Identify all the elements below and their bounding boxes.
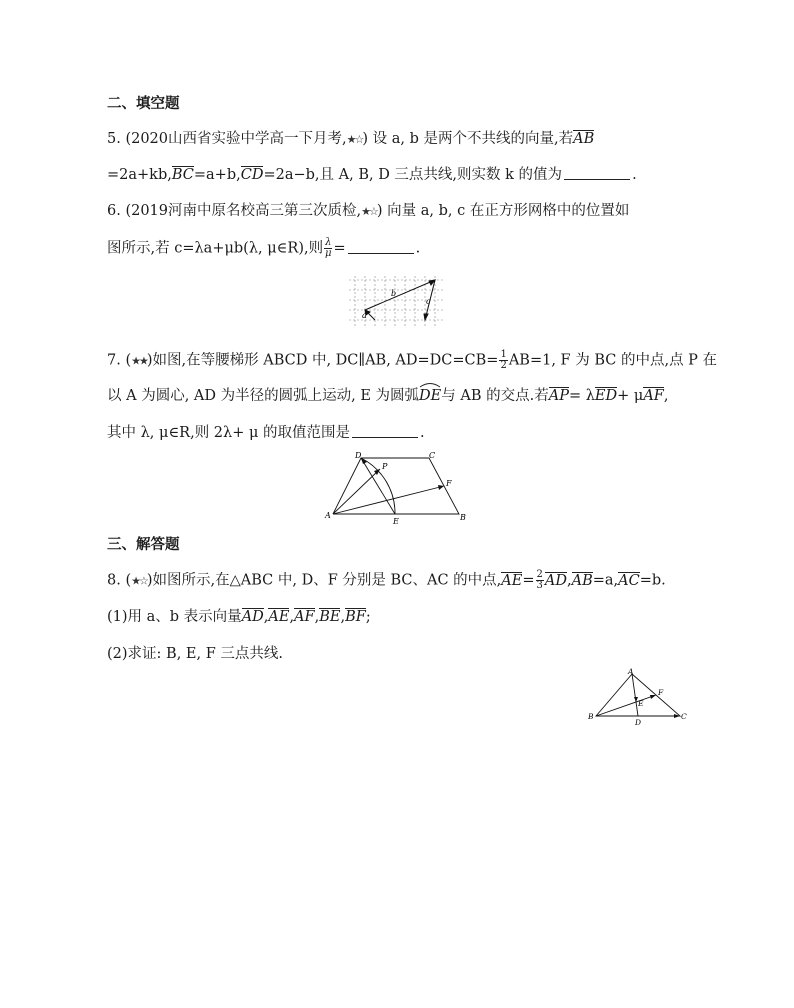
- q7-text-5: = λ: [568, 388, 595, 404]
- arc-DE: DE: [419, 386, 441, 406]
- q8-part-1: (1)用 a、b 表示向量AD,AE,AF,BE,BF;: [107, 609, 371, 625]
- q7-end: .: [420, 425, 425, 441]
- triangle-outline: [596, 674, 680, 716]
- q8-part-2: (2)求证: B, E, F 三点共线.: [107, 646, 283, 662]
- label-E: E: [638, 699, 644, 708]
- label-A: A: [628, 667, 634, 676]
- section-heading-solve: 三、解答题: [107, 537, 180, 553]
- q7-text-1: )如图,在等腰梯形 ABCD 中, DC∥AB, AD=DC=CB=: [146, 352, 499, 369]
- q6-line-2: [107, 238, 420, 259]
- q7-text-8: 其中 λ, μ∈R,则 2λ+ μ 的取值范围是: [107, 425, 351, 441]
- q8-text-3: ,: [567, 572, 572, 589]
- q5-text-4: =2a−b,且 A, B, D 三点共线,则实数 k 的值为: [263, 167, 563, 183]
- fraction-one-half: $\frac{1}{2}$: [500, 349, 507, 371]
- vector-b-arrow: [365, 280, 435, 310]
- q6-line-1: [107, 201, 629, 222]
- vector-CD: CD: [240, 167, 264, 183]
- label-B: B: [588, 712, 594, 721]
- vector-AE: AE: [501, 572, 523, 589]
- q5-end: .: [632, 167, 637, 183]
- q5-text-2: =2a+kb,: [107, 167, 172, 183]
- q8-line-1: [107, 570, 666, 592]
- label-C: C: [429, 451, 436, 460]
- q7-text-2: AB=1, F 为 BC 的中点,点 P 在: [508, 352, 718, 369]
- q8-triangle-figure: [588, 668, 692, 728]
- q7-trapezoid-figure: [325, 450, 475, 525]
- q8-text-2: =: [522, 572, 535, 589]
- label-C: C: [681, 712, 687, 721]
- q7-line-3: [107, 423, 425, 443]
- label-D: D: [355, 451, 362, 460]
- q6-text-1: ) 向量 a, b, c 在正方形网格中的位置如: [376, 203, 630, 219]
- q8-text-4: =a,: [592, 572, 619, 589]
- label-c: c: [426, 297, 431, 306]
- q7-text-3: 以 A 为圆心, AD 为半径的圆弧上运动, E 为圆弧: [107, 388, 420, 404]
- q7-line-1: [107, 350, 717, 372]
- q6-text-2: 图所示,若 c=λa+μb(λ, μ∈R),则: [107, 240, 324, 257]
- label-E: E: [393, 517, 399, 526]
- q6-text-3: =: [333, 240, 346, 257]
- q7-line-2: [107, 386, 668, 406]
- q5-text-1: ) 设 a, b 是两个不共线的向量,若: [362, 131, 574, 147]
- vector-AP: AP: [548, 388, 569, 404]
- q7-intro: 7. (: [107, 352, 132, 369]
- fraction-two-thirds: $\frac{2}{3}$: [536, 569, 543, 591]
- vector-BF: BF: [345, 609, 366, 625]
- section-heading-fill-blank: 二、填空题: [107, 96, 180, 112]
- q7-text-4: 与 AB 的交点.若: [441, 388, 549, 404]
- vector-AD: AD: [544, 572, 567, 589]
- q5-line-2: [107, 165, 637, 185]
- vector-AB: AB: [571, 572, 593, 589]
- vector-BE: BE: [319, 609, 341, 625]
- q8-p1-text: (1)用 a、b 表示向量: [107, 609, 242, 625]
- vector-ED: ED: [594, 388, 618, 404]
- q6-end: .: [415, 240, 421, 257]
- fraction-lambda-over-mu: $\frac{\lambda}{\mu}$: [325, 237, 332, 259]
- label-b: b: [391, 289, 397, 298]
- q8-text-5: =b.: [639, 572, 666, 589]
- q5-intro: 5. (2020山西省实验中学高一下月考,: [107, 131, 347, 147]
- label-a: a: [362, 311, 367, 320]
- q7-text-7: ,: [663, 388, 669, 404]
- label-D: D: [635, 718, 642, 727]
- label-F: F: [446, 479, 452, 488]
- vector-AC: AC: [618, 572, 640, 589]
- q6-intro: 6. (2019河南中原名校高三第三次质检,: [107, 203, 362, 219]
- label-A: A: [325, 511, 331, 520]
- answer-blank[interactable]: [348, 239, 414, 254]
- vector-AE: AE: [268, 609, 290, 625]
- q7-text-6: + μ: [617, 388, 644, 404]
- vector-BC: BC: [171, 167, 194, 183]
- answer-blank[interactable]: [352, 423, 418, 438]
- q8-text-1: )如图所示,在△ABC 中, D、F 分别是 BC、AC 的中点,: [146, 572, 502, 589]
- difficulty-stars: ★★: [131, 354, 147, 368]
- label-F: F: [658, 688, 664, 697]
- label-P: P: [382, 462, 388, 471]
- vector-AD: AD: [241, 609, 264, 625]
- label-B: B: [460, 513, 466, 522]
- difficulty-stars: ★☆: [361, 205, 377, 218]
- difficulty-stars: ★☆: [346, 133, 363, 146]
- median-AD: [632, 674, 638, 716]
- q5-line-1: [107, 129, 594, 150]
- difficulty-stars: ★☆: [131, 574, 147, 588]
- vector-AB: AB: [573, 131, 595, 147]
- vector-AF: AF: [643, 388, 664, 404]
- q6-grid-figure: [349, 276, 445, 328]
- vector-AF: AF: [294, 609, 315, 625]
- answer-blank[interactable]: [564, 165, 630, 180]
- q8-intro: 8. (: [107, 572, 132, 589]
- q5-text-3: =a+b,: [193, 167, 241, 183]
